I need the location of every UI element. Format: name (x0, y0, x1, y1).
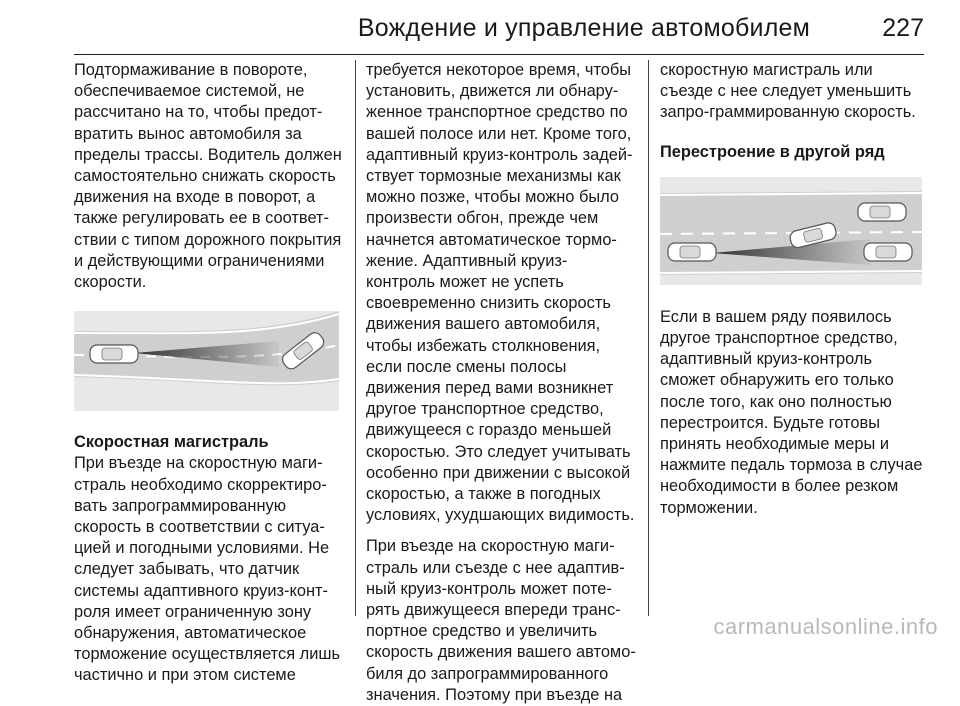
column-2 (366, 60, 636, 706)
car-other-lane-icon (858, 203, 906, 221)
section-heading-lane-change: Перестроение в другой ряд (660, 142, 885, 161)
page-title: Вождение и управление автомобилем (357, 14, 810, 42)
lane-change-illustration (660, 177, 922, 285)
column-divider-1 (355, 60, 356, 616)
header-rule (74, 54, 924, 55)
column-divider-2 (648, 60, 649, 616)
col2-paragraph-1: требуется некоторое время, чтобы установить, движется ли обнару-женное транспортное средство по вашей полосе или нет. Кроме того, адаптивный круиз-контроль задей-ствует тормозные механизмы как можно позже, чтобы можно было произвести обгон, прежде чем начнется автоматическое тормо-жение. Адаптивный круиз-контроль может не успеть своевременно снизить скорость движения вашего автомобиля, чтобы избежать столкновения, если после смены полосы движения перед вами возникнет другое транспортное средство, движущееся с гораздо меньшей скоростью. Это следует учитывать особенно при движении с высокой скоростью, а также в погодных условиях, ухудшающих видимость. (366, 61, 635, 525)
watermark: carmanualsonline.info (713, 614, 938, 639)
car-ahead-icon (864, 243, 912, 261)
curve-road-illustration (74, 311, 339, 411)
page-header (0, 0, 960, 58)
column-3 (660, 60, 930, 519)
section-heading-highway: Скоростная магистраль (74, 433, 269, 452)
col3-paragraph-1: скоростную магистраль или съезде с нее следует уменьшить запро-граммированную скорость. (660, 61, 916, 122)
column-1 (74, 60, 349, 687)
col1-paragraph-2: При въезде на скоростную маги-страль необходимо скорректиро-вать запрограммированную скорость в соответствии с ситуа-цией и погодными условиями. Не следует забывать, что датчик системы адаптивного круиз-конт-роля имеет ограниченную зону обнаружения, автоматическое торможение осуществляется лишь частично и при этом системе (74, 454, 341, 685)
car-icon (668, 243, 716, 261)
lane-change-svg (660, 177, 922, 285)
page-number: 227 (882, 14, 924, 42)
col1-paragraph-1: Подтормаживание в повороте, обеспечиваемое системой, не рассчитано на то, чтобы предот-вратить вынос автомобиля за пределы трассы. Водитель должен самостоятельно снижать скорость движения на входе в поворот, а также регулировать ее в соответ-ствии с типом дорожного покрытия и действующими ограничениями скорости. (74, 61, 342, 292)
col3-paragraph-2: Если в вашем ряду появилось другое транспортное средство, адаптивный круиз-контроль сможет обнаружить его только после того, как оно полностью перестроится. Будьте готовы принять необходимые меры и нажмите педаль тормоза в случае необходимости в более резком торможении. (660, 307, 923, 517)
col2-paragraph-2: При въезде на скоростную маги-страль или съезде с нее адаптив-ный круиз-контроль может поте-рять движущееся впереди транс-портное средство и увеличить скорость движения вашего автомо-биля до запрограммированного значения. Поэтому при въезде на (366, 537, 636, 704)
curve-road-svg (74, 311, 339, 411)
car-icon (90, 345, 138, 363)
